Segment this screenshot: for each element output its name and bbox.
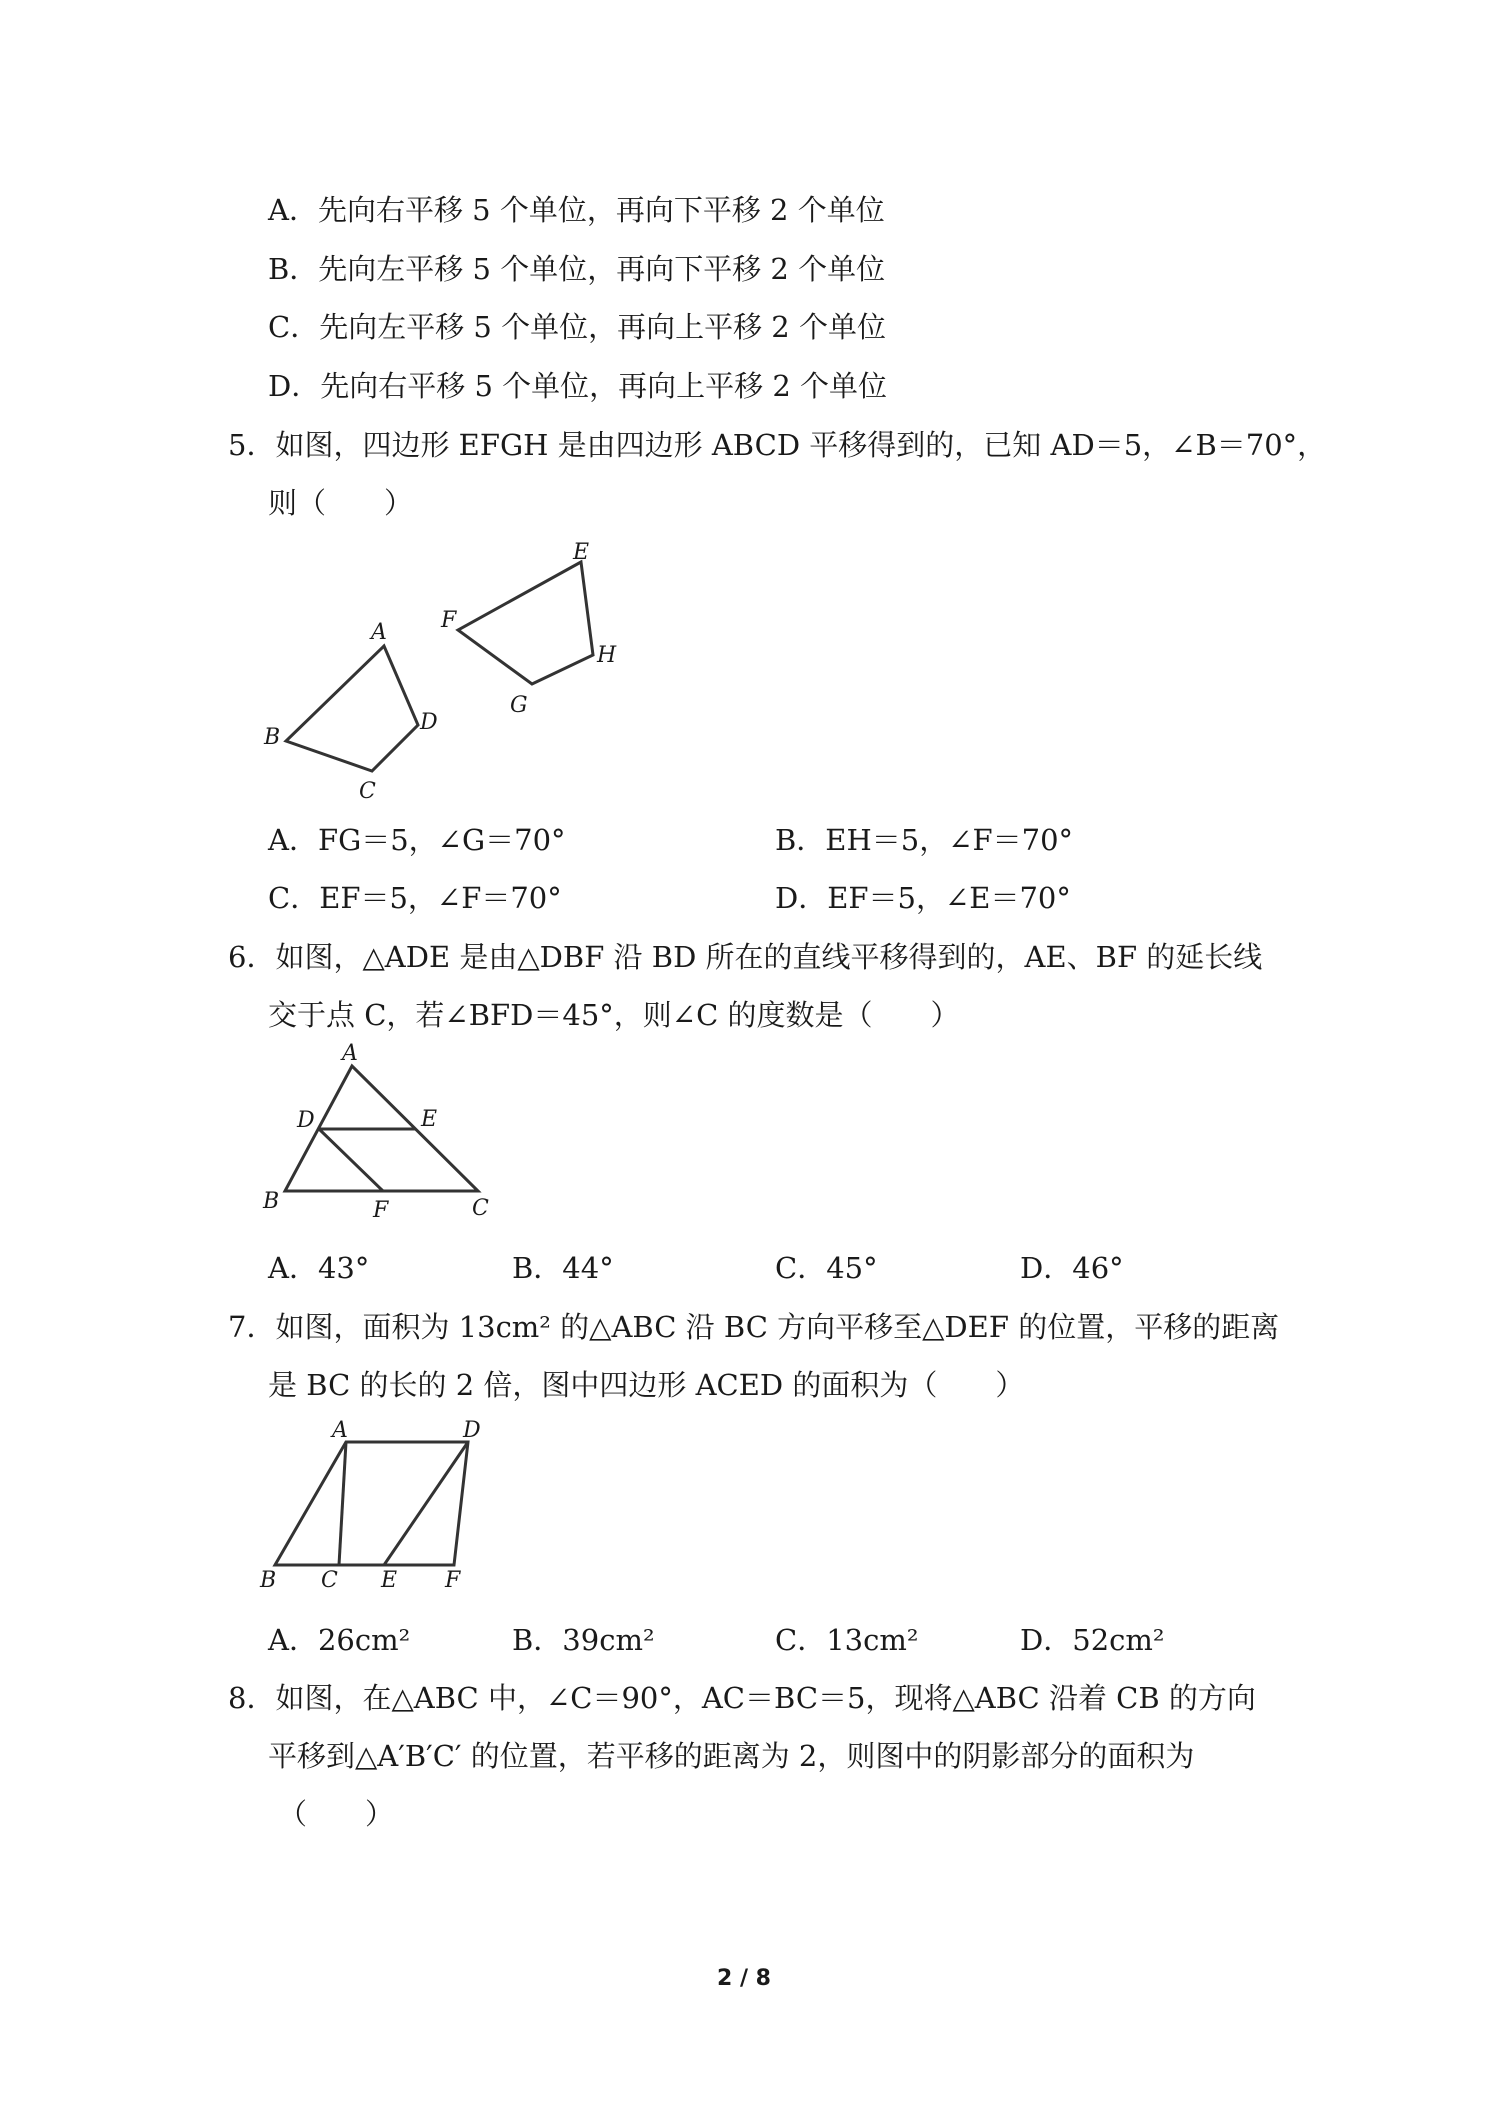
label-h: H (597, 643, 617, 668)
label-b: B (264, 725, 281, 750)
label-a: A (342, 1041, 358, 1066)
q7-option-d: D．52cm² (1020, 1623, 1165, 1657)
label-e: E (573, 540, 590, 565)
label-d: D (463, 1418, 481, 1443)
q5-stem-line2: 则（ ） (268, 486, 414, 520)
label-a: A (332, 1418, 348, 1443)
q6-figure (255, 1040, 515, 1225)
label-g: G (510, 693, 528, 718)
q5-option-a: A．FG＝5，∠G＝70° (268, 823, 566, 857)
label-c: C (359, 779, 376, 804)
label-b: B (263, 1189, 280, 1214)
q7-option-a: A．26cm² (268, 1623, 411, 1657)
q5-option-c: C．EF＝5，∠F＝70° (268, 881, 562, 915)
q4-option-b: B．先向左平移 5 个单位，再向下平移 2 个单位 (268, 252, 886, 286)
q6-stem-line1: 6．如图，△ADE 是由△DBF 沿 BD 所在的直线平移得到的，AE、BF 的延长线 (228, 940, 1263, 974)
q8-stem-line2: 平移到△A′B′C′ 的位置，若平移的距离为 2，则图中的阴影部分的面积为 (268, 1739, 1195, 1773)
q6-option-a: A．43° (268, 1251, 370, 1285)
q5-option-d: D．EF＝5，∠E＝70° (775, 881, 1071, 915)
label-d: D (297, 1108, 315, 1133)
q6-option-b: B．44° (512, 1251, 614, 1285)
q6-option-d: D．46° (1020, 1251, 1124, 1285)
q5-stem-line1: 5．如图，四边形 EFGH 是由四边形 ABCD 平移得到的，已知 AD＝5，∠B＝70°， (228, 428, 1327, 462)
q7-stem-line2: 是 BC 的长的 2 倍，图中四边形 ACED 的面积为（ ） (268, 1368, 1025, 1402)
label-c: C (472, 1196, 489, 1221)
q6-stem-line2: 交于点 C，若∠BFD＝45°，则∠C 的度数是（ ） (268, 998, 960, 1032)
q7-option-b: B．39cm² (512, 1623, 655, 1657)
q5-figure (255, 540, 645, 810)
label-d: D (420, 710, 438, 735)
label-f: F (441, 608, 457, 633)
page-number: 2 / 8 (717, 1966, 771, 1991)
label-b: B (260, 1568, 277, 1592)
q4-option-a: A．先向右平移 5 个单位，再向下平移 2 个单位 (268, 193, 885, 227)
quad-abcd (286, 646, 418, 771)
q7-stem-line1: 7．如图，面积为 13cm² 的△ABC 沿 BC 方向平移至△DEF 的位置，平移的距离 (228, 1310, 1280, 1344)
quad-efgh (458, 562, 593, 684)
q8-stem-line3: （ ） (278, 1797, 395, 1831)
label-c: C (321, 1568, 338, 1592)
label-e: E (381, 1568, 398, 1592)
label-e: E (421, 1107, 438, 1132)
q8-stem-line1: 8．如图，在△ABC 中，∠C＝90°，AC＝BC＝5，现将△ABC 沿着 CB 的方向 (228, 1681, 1256, 1715)
label-f: F (373, 1198, 389, 1223)
q5-option-b: B．EH＝5，∠F＝70° (775, 823, 1074, 857)
segment-df (319, 1129, 383, 1191)
segment-ac (339, 1442, 346, 1565)
q7-option-c: C．13cm² (775, 1623, 919, 1657)
q7-figure (255, 1412, 515, 1592)
q6-option-c: C．45° (775, 1251, 878, 1285)
label-f: F (445, 1568, 461, 1592)
label-a: A (371, 620, 387, 645)
parallelogram-abfd (275, 1442, 468, 1565)
q4-option-c: C．先向左平移 5 个单位，再向上平移 2 个单位 (268, 310, 886, 344)
q4-option-d: D．先向右平移 5 个单位，再向上平移 2 个单位 (268, 369, 888, 403)
